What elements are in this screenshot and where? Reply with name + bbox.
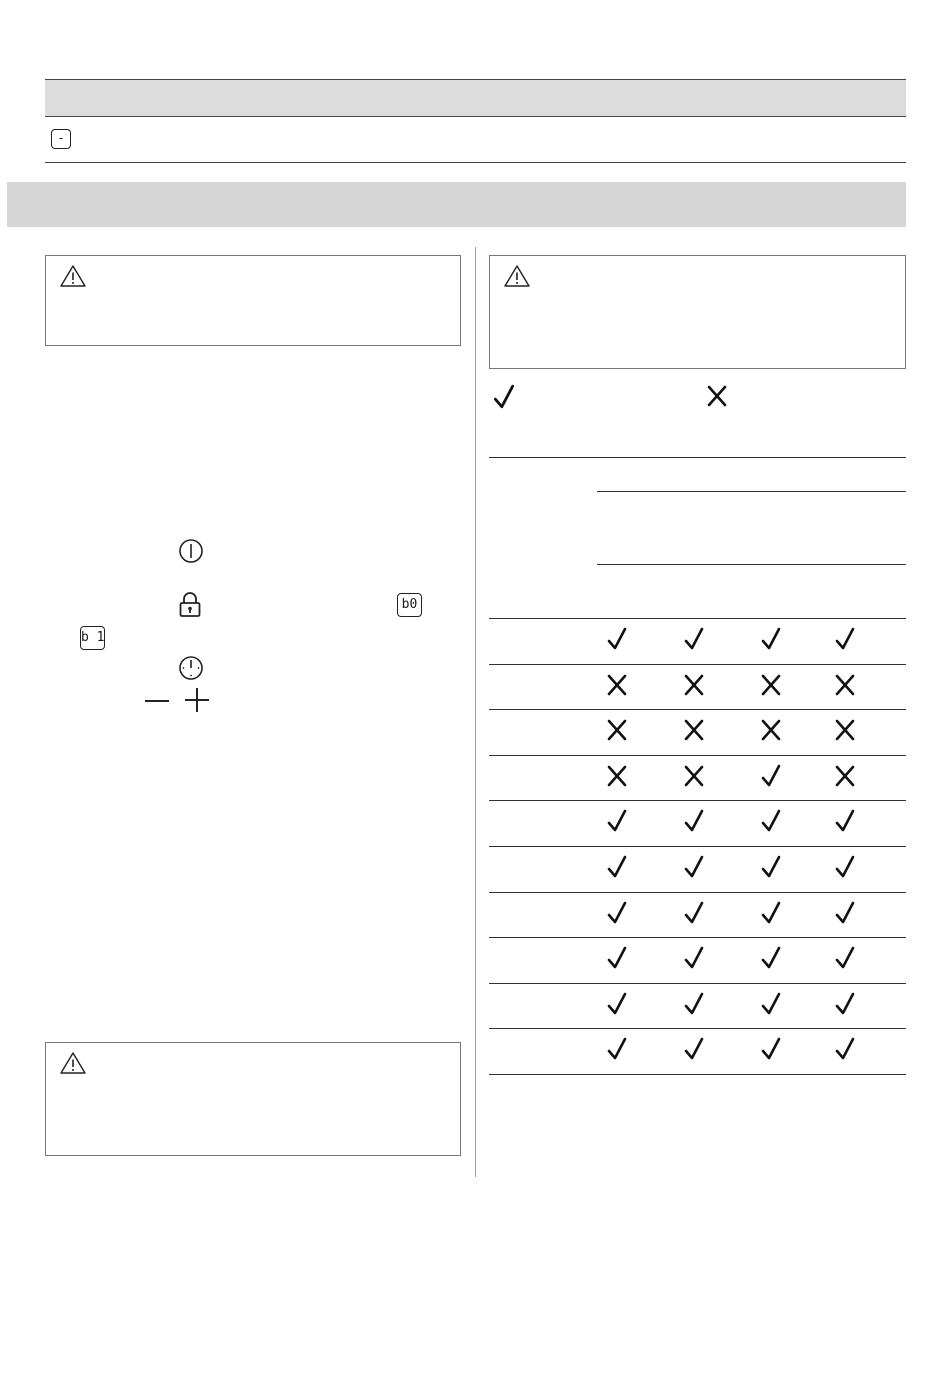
table-row-rule [489,1028,906,1029]
table-rule [489,618,906,619]
power-on-off-icon [178,538,204,564]
check-mark-icon [606,1037,628,1061]
warning-box [45,1042,461,1156]
cross-mark-icon [834,764,856,788]
table-rule [489,457,906,458]
check-mark-icon [683,992,705,1016]
cross-mark-icon [683,673,705,697]
check-mark-icon [606,992,628,1016]
check-mark-icon [492,384,516,410]
check-mark-icon [834,992,856,1016]
cross-mark-icon [760,673,782,697]
cross-mark-icon [683,764,705,788]
cross-mark-icon [834,673,856,697]
warning-triangle-icon [59,1051,87,1075]
table-row-rule [489,983,906,984]
check-mark-icon [834,809,856,833]
key-table-row [45,117,906,163]
check-mark-icon [834,1037,856,1061]
cross-mark-icon [683,718,705,742]
table-row-rule [489,800,906,801]
cross-mark-icon [706,384,728,408]
check-mark-icon [683,809,705,833]
check-mark-icon [606,901,628,925]
minus-icon [143,688,171,714]
display-b0-icon: b0 [397,593,422,617]
check-mark-icon [760,1037,782,1061]
check-mark-icon [606,809,628,833]
minus-key-icon: - [51,129,71,149]
check-mark-icon [683,1037,705,1061]
column-divider [475,247,476,1177]
check-mark-icon [683,855,705,879]
cross-mark-icon [606,718,628,742]
warning-box [489,255,906,369]
check-mark-icon [834,627,856,651]
plus-icon [183,686,211,714]
table-row-rule [489,755,906,756]
cross-mark-icon [760,718,782,742]
check-mark-icon [834,855,856,879]
table-rule [597,564,906,565]
table-row-rule [489,709,906,710]
check-mark-icon [760,627,782,651]
check-mark-icon [606,855,628,879]
cross-mark-icon [606,673,628,697]
check-mark-icon [760,764,782,788]
check-mark-icon [606,946,628,970]
check-mark-icon [760,901,782,925]
cross-mark-icon [606,764,628,788]
table-row-rule [489,846,906,847]
timer-icon [178,655,204,681]
check-mark-icon [834,901,856,925]
check-mark-icon [760,809,782,833]
table-row-rule [489,1074,906,1075]
check-mark-icon [760,992,782,1016]
warning-triangle-icon [59,264,87,288]
warning-box [45,255,461,346]
check-mark-icon [606,627,628,651]
section-heading-bar [7,182,906,227]
check-mark-icon [683,946,705,970]
display-b1-icon: b 1 [80,626,105,650]
check-mark-icon [834,946,856,970]
warning-triangle-icon [503,264,531,288]
check-mark-icon [760,855,782,879]
table-rule [597,491,906,492]
check-mark-icon [683,627,705,651]
key-table-header [45,79,906,117]
table-row-rule [489,892,906,893]
table-row-rule [489,937,906,938]
table-row-rule [489,664,906,665]
cross-mark-icon [834,718,856,742]
lock-icon [178,592,202,618]
check-mark-icon [760,946,782,970]
key-table [45,79,906,163]
check-mark-icon [683,901,705,925]
